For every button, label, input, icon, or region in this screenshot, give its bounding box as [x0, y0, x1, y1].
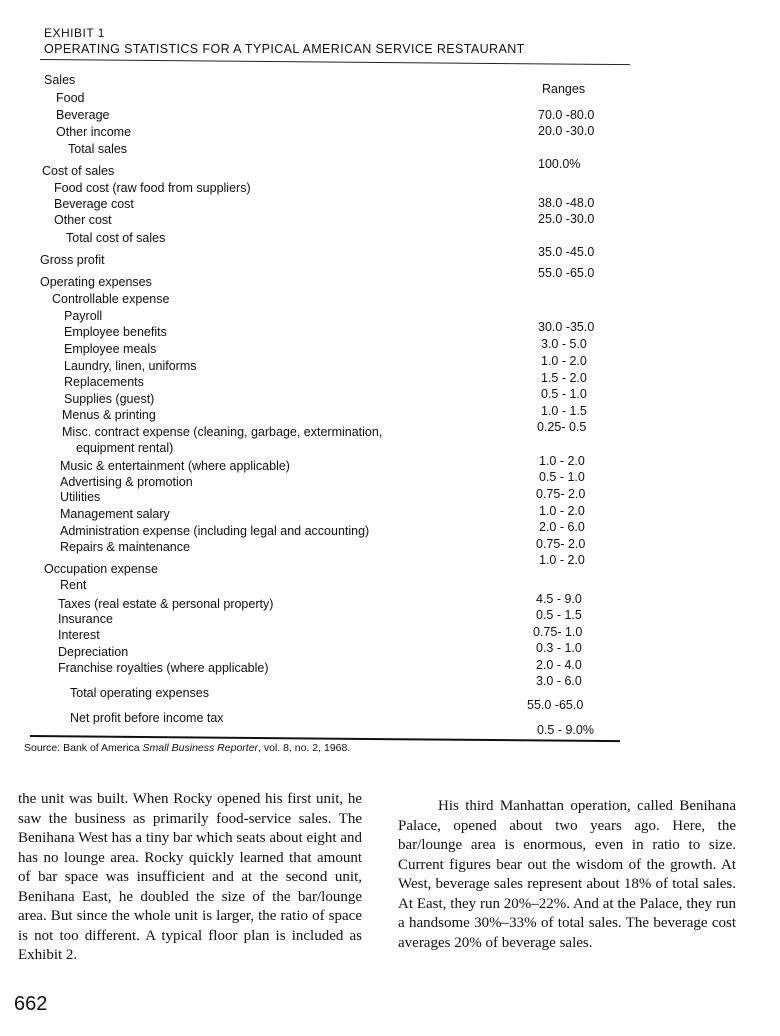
row-value: 35.0 -45.0	[538, 245, 595, 259]
row-value: 100.0%	[538, 157, 581, 171]
row-value: 30.0 -35.0	[538, 320, 595, 334]
row-value: 0.5 - 1.0	[541, 387, 587, 401]
table-top-rule	[40, 59, 630, 65]
row-label: Depreciation	[58, 645, 129, 659]
row-value: 2.0 - 4.0	[536, 658, 582, 672]
exhibit-label: EXHIBIT 1	[44, 26, 105, 40]
row-value: 0.5 - 9.0%	[537, 723, 594, 737]
row-label: Gross profit	[40, 253, 105, 267]
row-label: Administration expense (including legal and accounting)	[60, 524, 370, 538]
row-value: 0.75- 2.0	[536, 537, 586, 551]
row-value: 70.0 -80.0	[538, 108, 595, 122]
row-label: Employee meals	[64, 342, 157, 356]
row-label: Replacements	[64, 375, 144, 389]
source-prefix: Source: Bank of America	[24, 742, 143, 754]
row-value: 0.75- 1.0	[533, 625, 583, 639]
row-label: Interest	[58, 628, 100, 642]
row-value: 1.5 - 2.0	[541, 371, 587, 385]
row-value: 1.0 - 2.0	[539, 504, 585, 518]
row-label: Payroll	[64, 309, 103, 323]
row-label: Beverage cost	[54, 197, 134, 211]
row-label: Franchise royalties (where applicable)	[58, 661, 269, 675]
row-label: Employee benefits	[64, 325, 167, 339]
row-value: 0.25- 0.5	[537, 420, 587, 434]
row-label: Occupation expense	[44, 562, 158, 576]
row-value: 0.75- 2.0	[536, 487, 586, 501]
row-value: 55.0 -65.0	[527, 698, 584, 712]
row-label: Laundry, linen, uniforms	[64, 359, 197, 373]
row-label: Management salary	[60, 507, 170, 521]
row-label: Food	[56, 91, 85, 105]
row-value: 3.0 - 6.0	[536, 674, 582, 688]
row-value: 55.0 -65.0	[538, 266, 595, 280]
row-label: Insurance	[58, 612, 113, 626]
row-value: 0.3 - 1.0	[536, 641, 582, 655]
source-suffix: , vol. 8, no. 2, 1968.	[258, 742, 351, 754]
row-value: 0.5 - 1.0	[539, 470, 585, 484]
row-label: Rent	[60, 578, 87, 592]
row-label: Net profit before income tax	[70, 711, 224, 725]
row-label: Total cost of sales	[66, 231, 166, 245]
row-label: Misc. contract expense (cleaning, garbage, extermination,	[62, 425, 383, 439]
source-note	[24, 742, 350, 754]
row-label: equipment rental)	[76, 441, 174, 455]
row-label: Controllable expense	[52, 292, 170, 306]
ranges-header: Ranges	[542, 82, 586, 96]
row-value: 20.0 -30.0	[538, 124, 595, 138]
row-label: Beverage	[56, 108, 110, 122]
body-text-left-column: the unit was built. When Rocky opened his first unit, he saw the business as primarily food-service sales. The Benihana West has a tiny bar which seats about eight and has no lounge area. Rocky quickly learned that amount of bar space was insufficient and at the second unit, Benihana East, he doubled the size of the bar/lounge area. But since the whole unit is larger, the ratio of space is not too different. A typical floor plan is included as Exhibit 2.	[18, 791, 362, 963]
row-label: Total sales	[68, 142, 128, 156]
row-value: 2.0 - 6.0	[539, 520, 585, 534]
row-value: 1.0 - 2.0	[539, 553, 585, 567]
row-label: Utilities	[60, 490, 101, 504]
source-title: Small Business Reporter	[142, 742, 259, 754]
row-label: Total operating expenses	[70, 686, 209, 700]
row-label: Other income	[56, 125, 132, 139]
row-value: 1.0 - 2.0	[539, 454, 585, 468]
row-label: Operating expenses	[40, 275, 152, 289]
row-label: Cost of sales	[42, 164, 115, 178]
page-number: 662	[14, 993, 48, 1015]
exhibit-title: OPERATING STATISTICS FOR A TYPICAL AMERICAN SERVICE RESTAURANT	[44, 42, 525, 56]
row-label: Other cost	[54, 213, 112, 227]
row-label: Supplies (guest)	[64, 392, 155, 406]
body-text-right-column: His third Manhattan operation, called Benihana Palace, opened about two years ago. Here, the bar/lounge area is enormous, even in ratio to size. Current figures bear out the wisdom of the growth. At West, beverage sales represent about 18% of total sales. At East, they run 20%–22%. And at the Palace, they run a handsome 30%–33% of total sales. The beverage cost averages 20% of beverage sales.	[398, 798, 736, 951]
row-value: 1.0 - 2.0	[541, 354, 587, 368]
row-value: 0.5 - 1.5	[536, 608, 582, 622]
row-value: 25.0 -30.0	[538, 212, 595, 226]
row-value: 1.0 - 1.5	[541, 404, 587, 418]
row-label: Repairs & maintenance	[60, 540, 190, 554]
row-label: Music & entertainment (where applicable)	[60, 459, 290, 473]
row-label: Advertising & promotion	[60, 475, 193, 489]
row-label: Food cost (raw food from suppliers)	[54, 181, 251, 195]
row-value: 38.0 -48.0	[538, 196, 595, 210]
row-label: Menus & printing	[62, 408, 156, 422]
row-label: Sales	[44, 73, 76, 87]
row-value: 3.0 - 5.0	[541, 337, 587, 351]
row-label: Taxes (real estate & personal property)	[58, 597, 274, 611]
row-value: 4.5 - 9.0	[536, 592, 582, 606]
